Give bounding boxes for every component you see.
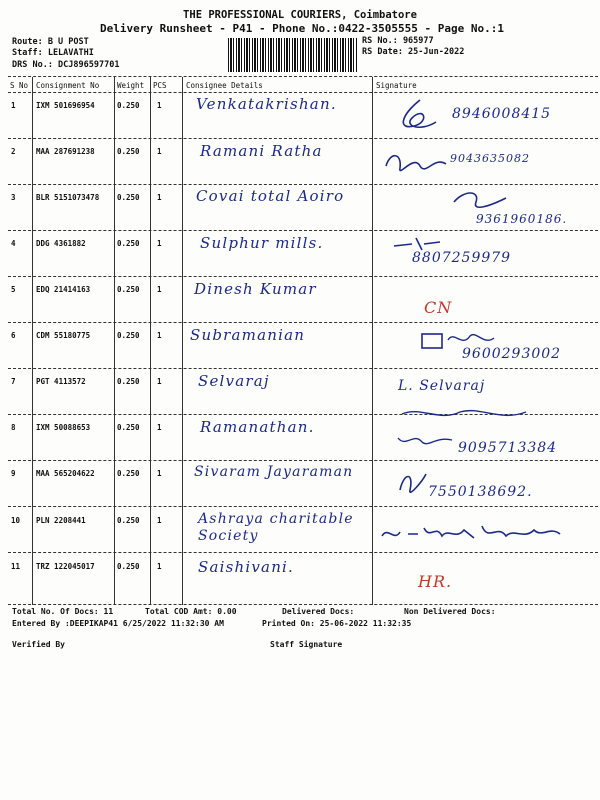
row-pcs: 1 <box>157 331 162 340</box>
row-sno: 11 <box>11 562 21 571</box>
signature-scribble <box>378 520 568 546</box>
verified-by: Verified By <box>12 640 65 649</box>
printed-on: Printed On: 25-06-2022 11:32:35 <box>262 619 412 628</box>
column-divider <box>372 77 373 605</box>
row-weight: 0.250 <box>117 331 140 340</box>
column-divider <box>114 77 115 605</box>
row-consignee: Ramanathan. <box>200 418 315 436</box>
row-pcs: 1 <box>157 101 162 110</box>
row-weight: 0.250 <box>117 147 140 156</box>
signature-scribble <box>396 468 430 498</box>
row-sno: 2 <box>11 147 16 156</box>
row-weight: 0.250 <box>117 193 140 202</box>
delivered-docs: Delivered Docs: <box>282 607 355 616</box>
row-pcs: 1 <box>157 285 162 294</box>
row-separator <box>8 184 598 185</box>
row-consignee: Dinesh Kumar <box>194 280 317 298</box>
row-pcs: 1 <box>157 562 162 571</box>
col-header-consignee: Consignee Details <box>186 81 263 90</box>
row-sno: 5 <box>11 285 16 294</box>
row-sno: 3 <box>11 193 16 202</box>
row-weight: 0.250 <box>117 377 140 386</box>
row-consignment: MAA 565204622 <box>36 469 95 478</box>
row-separator <box>8 230 598 231</box>
row-weight: 0.250 <box>117 285 140 294</box>
row-consignment: IXM 501696954 <box>36 101 95 110</box>
row-sno: 4 <box>11 239 16 248</box>
rs-number: RS No.: 965977 <box>362 36 434 46</box>
signature-scribble <box>400 404 530 424</box>
row-weight: 0.250 <box>117 562 140 571</box>
signature-scribble <box>390 96 450 136</box>
row-consignment: EDQ 21414163 <box>36 285 91 294</box>
col-header-weight: Weight <box>117 81 145 90</box>
row-consignment: PLN 2208441 <box>36 516 86 525</box>
row-pcs: 1 <box>157 469 162 478</box>
row-signature: 7550138692. <box>428 484 533 500</box>
row-consignee: Saishivani. <box>198 558 295 576</box>
row-pcs: 1 <box>157 193 162 202</box>
row-consignee: Sulphur mills. <box>200 234 324 252</box>
drs-number: DRS No.: DCJ896597701 <box>12 60 120 70</box>
row-signature: CN <box>424 298 453 317</box>
row-separator <box>8 368 598 369</box>
row-sno: 10 <box>11 516 21 525</box>
row-pcs: 1 <box>157 423 162 432</box>
signature-scribble <box>380 146 450 182</box>
row-separator <box>8 552 598 553</box>
row-signature: 9361960186. <box>476 212 568 226</box>
row-consignee: Ashraya charitable Society <box>198 511 354 544</box>
row-consignee: Selvaraj <box>198 372 270 390</box>
row-sno: 7 <box>11 377 16 386</box>
total-docs: Total No. Of Docs: 11 <box>12 607 114 616</box>
row-consignment: CDM 55180775 <box>36 331 91 340</box>
row-pcs: 1 <box>157 147 162 156</box>
row-sno: 9 <box>11 469 16 478</box>
column-divider <box>32 77 33 605</box>
row-consignment: IXM 50088653 <box>36 423 91 432</box>
barcode <box>228 38 358 72</box>
row-separator <box>8 506 598 507</box>
col-header-pcs: PCS <box>153 81 167 90</box>
row-weight: 0.250 <box>117 469 140 478</box>
row-signature: 8946008415 <box>452 106 552 122</box>
row-pcs: 1 <box>157 377 162 386</box>
row-signature: 8807259979 <box>412 250 512 266</box>
col-header-signature: Signature <box>376 81 417 90</box>
row-signature: 9095713384 <box>458 440 558 456</box>
column-divider <box>150 77 151 605</box>
col-header-sno: S No <box>10 81 29 90</box>
row-signature: L. Selvaraj <box>398 378 486 394</box>
column-divider <box>182 77 183 605</box>
table-bottom-rule <box>8 604 598 605</box>
route-label: Route: B U POST <box>12 37 89 47</box>
row-separator <box>8 460 598 461</box>
row-consignment: DDG 4361882 <box>36 239 86 248</box>
signature-scribble <box>392 234 442 252</box>
row-signature: 9600293002 <box>462 346 562 362</box>
company-title: THE PROFESSIONAL COURIERS, Coimbatore <box>183 9 417 21</box>
row-weight: 0.250 <box>117 423 140 432</box>
col-header-consignment: Consignment No <box>36 81 100 90</box>
row-consignee: Sivaram Jayaraman <box>194 464 354 480</box>
rs-date: RS Date: 25-Jun-2022 <box>362 47 465 57</box>
row-consignee: Ramani Ratha <box>200 142 323 160</box>
row-pcs: 1 <box>157 239 162 248</box>
row-consignment: MAA 287691238 <box>36 147 95 156</box>
row-separator <box>8 138 598 139</box>
row-separator <box>8 322 598 323</box>
row-consignee: Subramanian <box>190 326 306 344</box>
row-signature: 9043635082 <box>450 152 530 165</box>
row-signature: HR. <box>418 572 453 591</box>
row-separator <box>8 276 598 277</box>
row-sno: 6 <box>11 331 16 340</box>
row-sno: 1 <box>11 101 16 110</box>
entered-by: Entered By :DEEPIKAP41 6/25/2022 11:32:30 AM <box>12 619 224 628</box>
header-rule <box>8 92 598 93</box>
row-weight: 0.250 <box>117 101 140 110</box>
signature-scribble <box>396 430 456 450</box>
total-cod: Total COD Amt: 0.00 <box>145 607 237 616</box>
row-weight: 0.250 <box>117 516 140 525</box>
row-consignment: BLR 5151073478 <box>36 193 100 202</box>
row-consignment: PGT 4113572 <box>36 377 86 386</box>
row-weight: 0.250 <box>117 239 140 248</box>
signature-scribble <box>418 326 498 354</box>
staff-signature: Staff Signature <box>270 640 343 649</box>
row-consignee: Covai total Aoiro <box>196 187 345 205</box>
non-delivered-docs: Non Delivered Docs: <box>404 607 496 616</box>
table-top-rule <box>8 76 598 77</box>
runsheet-title: Delivery Runsheet - P41 - Phone No.:0422-3505555 - Page No.:1 <box>100 22 504 35</box>
row-consignee: Venkatakrishan. <box>196 95 337 113</box>
signature-scribble <box>450 188 510 214</box>
row-sno: 8 <box>11 423 16 432</box>
row-pcs: 1 <box>157 516 162 525</box>
staff-label: Staff: LELAVATHI <box>12 48 94 58</box>
row-consignment: TRZ 122045017 <box>36 562 95 571</box>
